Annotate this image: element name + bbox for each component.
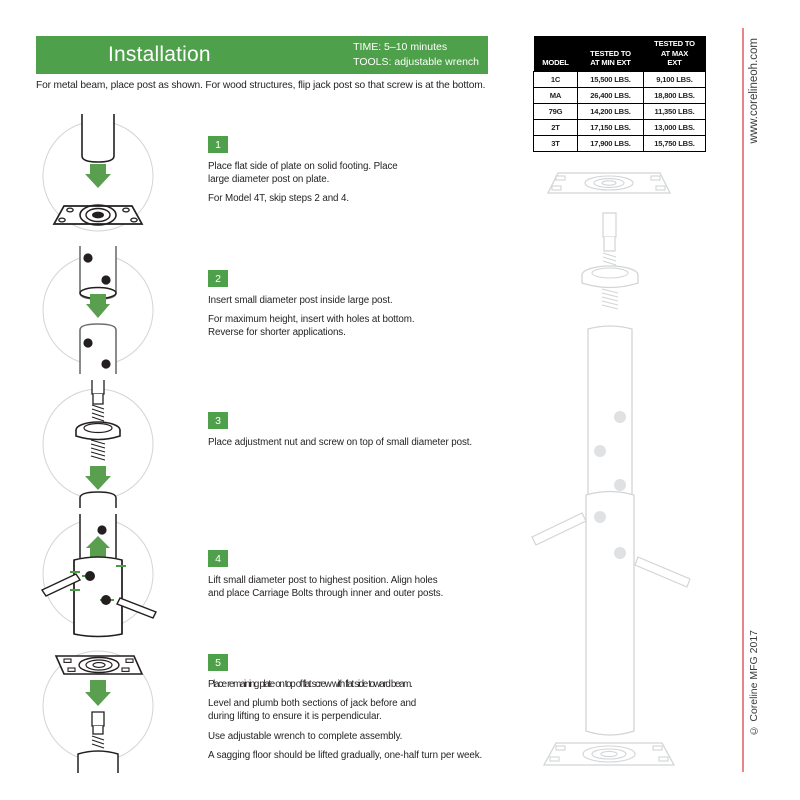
table-row — [534, 135, 706, 151]
table-row — [534, 119, 706, 135]
website-url: www.corelineoh.com — [748, 38, 760, 144]
step-3-text — [208, 412, 472, 449]
step-1-illustration — [36, 112, 176, 245]
step-1-badge: 1 — [208, 136, 228, 153]
step-5-illustration — [36, 638, 176, 778]
cell-min-ext: 17,150 LBS. — [578, 119, 644, 135]
cell-min-ext: 26,400 LBS. — [578, 87, 644, 103]
step-4-text — [208, 550, 443, 600]
cell-min-ext: 15,500 LBS. — [578, 71, 644, 87]
cell-model: MA — [534, 87, 578, 103]
cell-max-ext: 13,000 LBS. — [644, 119, 706, 135]
step-2-lines: Insert small diameter post inside large post. For maximum height, insert with holes at bottom. Reverse for shorter applications. — [208, 295, 415, 339]
page-title: Installation — [108, 43, 211, 66]
cell-min-ext: 17,900 LBS. — [578, 135, 644, 151]
step-5-text — [208, 654, 482, 762]
step-3-lines: Place adjustment nut and screw on top of small diameter post. — [208, 437, 472, 448]
intro-text: For metal beam, place post as shown. For wood structures, flip jack post so that screw is at the bottom. — [36, 80, 486, 91]
column-header-min-ext: TESTED TO AT MIN EXT — [578, 36, 644, 71]
cell-model: 79G — [534, 103, 578, 119]
step-1-text — [208, 136, 398, 206]
step-3-badge: 3 — [208, 412, 228, 429]
cell-max-ext: 9,100 LBS. — [644, 71, 706, 87]
cell-min-ext: 14,200 LBS. — [578, 103, 644, 119]
tools-label: TOOLS: adjustable wrench — [353, 56, 479, 68]
step-3-illustration — [36, 380, 176, 513]
exploded-assembly-diagram — [520, 165, 710, 780]
table-header-row — [534, 36, 706, 71]
column-header-model: MODEL — [534, 36, 578, 71]
header-banner — [36, 36, 488, 74]
cell-max-ext: 18,800 LBS. — [644, 87, 706, 103]
side-divider-rule — [742, 28, 744, 772]
header-meta — [353, 40, 479, 70]
step-5-badge: 5 — [208, 654, 228, 671]
table-row — [534, 71, 706, 87]
cell-model: 1C — [534, 71, 578, 87]
cell-max-ext: 11,350 LBS. — [644, 103, 706, 119]
column-header-max-ext: TESTED TO AT MAX EXT — [644, 36, 706, 71]
cell-model: 3T — [534, 135, 578, 151]
table-row — [534, 103, 706, 119]
time-label: TIME: 5–10 minutes — [353, 41, 448, 53]
step-2-badge: 2 — [208, 270, 228, 287]
step-4-lines: Lift small diameter post to highest position. Align holes and place Carriage Bolts through inner and outer posts. — [208, 575, 444, 600]
step-2-illustration — [36, 246, 176, 379]
step-5-lines: Place remaining plate on top of flat screw with flat side toward beam. Level and plumb both sections of jack before and during lifting to ensure it is perpendicular. Use adjustable wrench to complete assembly. A sagging floor should be lifted gradually, one-half turn per week. — [208, 679, 483, 761]
copyright-notice: © Coreline MFG 2017 — [748, 630, 760, 737]
cell-max-ext: 15,750 LBS. — [644, 135, 706, 151]
step-4-badge: 4 — [208, 550, 228, 567]
cell-model: 2T — [534, 119, 578, 135]
step-1-lines: Place flat side of plate on solid footing. Place large diameter post on plate. For Model 4T, skip steps 2 and 4. — [208, 161, 398, 205]
spec-table — [533, 36, 706, 152]
step-4-illustration — [36, 508, 176, 645]
table-row — [534, 87, 706, 103]
step-2-text — [208, 270, 414, 340]
